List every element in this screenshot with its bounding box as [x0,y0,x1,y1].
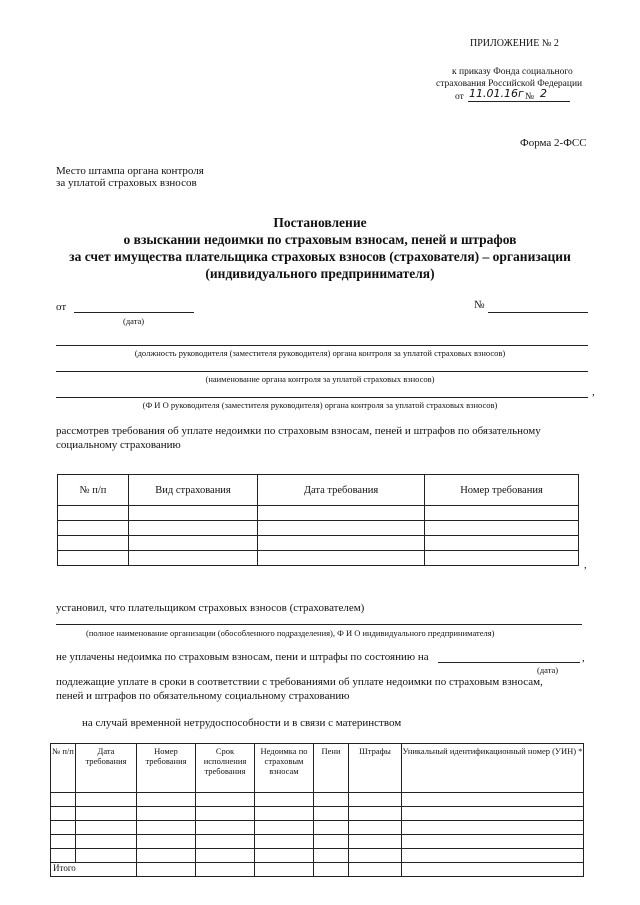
order-from-label: от [455,92,464,102]
title-line-2: о взыскании недоимки по страховым взносам, пеней и штрафов [123,232,517,247]
title-line-4: (индивидуального предпринимателя) [205,266,435,281]
number-label: № [474,299,485,311]
date-field[interactable] [74,312,194,313]
order-line-1: к приказу Фонда социального [452,67,573,77]
t2-header-arrears: Недоимка по страховым взносам [255,744,314,793]
t1-header-num: № п/п [58,475,129,506]
t2-header-deadline: Срок исполнения требования [196,744,255,793]
fio-field[interactable] [56,397,588,398]
form-code: Форма 2-ФСС [520,137,587,149]
appendix-label: ПРИЛОЖЕНИЕ № 2 [470,38,559,49]
t1-header-type: Вид страхования [129,475,258,506]
table-row [51,849,584,863]
order-num-label: № [525,92,535,102]
t1-header-number: Номер требования [425,475,579,506]
subject-line-1: подлежащие уплате в сроки в соответствии с требованиями об уплате недоимки по страховым взносам, [56,676,543,688]
t2-header-num: № п/п [51,744,76,793]
stamp-line-1: Место штампа органа контроля [56,165,204,177]
total-label: Итого [51,863,137,877]
table-row [51,793,584,807]
table-row [51,821,584,835]
t2-header-fines: Штрафы [349,744,402,793]
t2-header-date: Дата требования [76,744,137,793]
t2-header-penalty: Пени [314,744,349,793]
subject-line-2: пеней и штрафов по обязательному социальному страхованию [56,690,350,702]
t2-header-uin: Уникальный идентификационный номер (УИН) * [402,744,584,793]
org-caption: (полное наименование организации (обособленного подразделения), Ф И О индивидуального предпринимателя) [86,628,495,638]
established-text: установил, что плательщиком страховых взносов (страхователем) [56,602,365,614]
table-row [58,506,579,521]
date-caption: (дата) [123,316,145,326]
table-row [58,551,579,566]
t2-header-number: Номер требования [137,744,196,793]
body-name-caption: (наименование органа контроля за уплатой страховых взносов) [205,374,435,384]
t1-header-date: Дата требования [258,475,425,506]
arrears-table [50,743,584,877]
total-row [51,863,584,877]
number-field[interactable] [488,312,588,313]
unpaid-date-caption: (дата) [537,665,559,675]
requirements-table [57,474,579,566]
order-underline [468,101,570,102]
table1-comma: , [584,559,587,571]
date-from-label: от [56,301,67,313]
case-text: на случай временной нетрудоспособности и в связи с материнством [82,717,402,729]
position-caption: (должность руководителя (заместителя руководителя) органа контроля за уплатой страховых взносов) [134,348,506,358]
order-line-2: страхования Российской Федерации [436,79,583,89]
position-field[interactable] [56,345,588,346]
order-num-handwritten: 2 [540,87,547,100]
para1-line-2: социальному страхованию [56,439,181,451]
title-line-1: Постановление [273,215,367,230]
unpaid-text: не уплачены недоимка по страховым взносам, пени и штрафы по состоянию на [56,651,429,663]
unpaid-date-field[interactable] [438,662,580,663]
fio-caption: (Ф И О руководителя (заместителя руководителя) органа контроля за уплатой страховых взносов) [142,400,498,410]
table-row [51,807,584,821]
body-name-field[interactable] [56,371,588,372]
stamp-line-2: за уплатой страховых взносов [56,177,197,189]
fio-comma: , [592,386,595,398]
table-row [58,521,579,536]
title-line-3: за счет имущества плательщика страховых взносов (страхователя) – организации [69,249,571,264]
org-name-field[interactable] [56,624,582,625]
table-row [58,536,579,551]
table-row [51,835,584,849]
order-date-handwritten: 11.01.16г [469,87,524,100]
para1-line-1: рассмотрев требования об уплате недоимки по страховым взносам, пеней и штрафов по обязательному [56,425,541,437]
unpaid-comma: , [582,652,585,664]
